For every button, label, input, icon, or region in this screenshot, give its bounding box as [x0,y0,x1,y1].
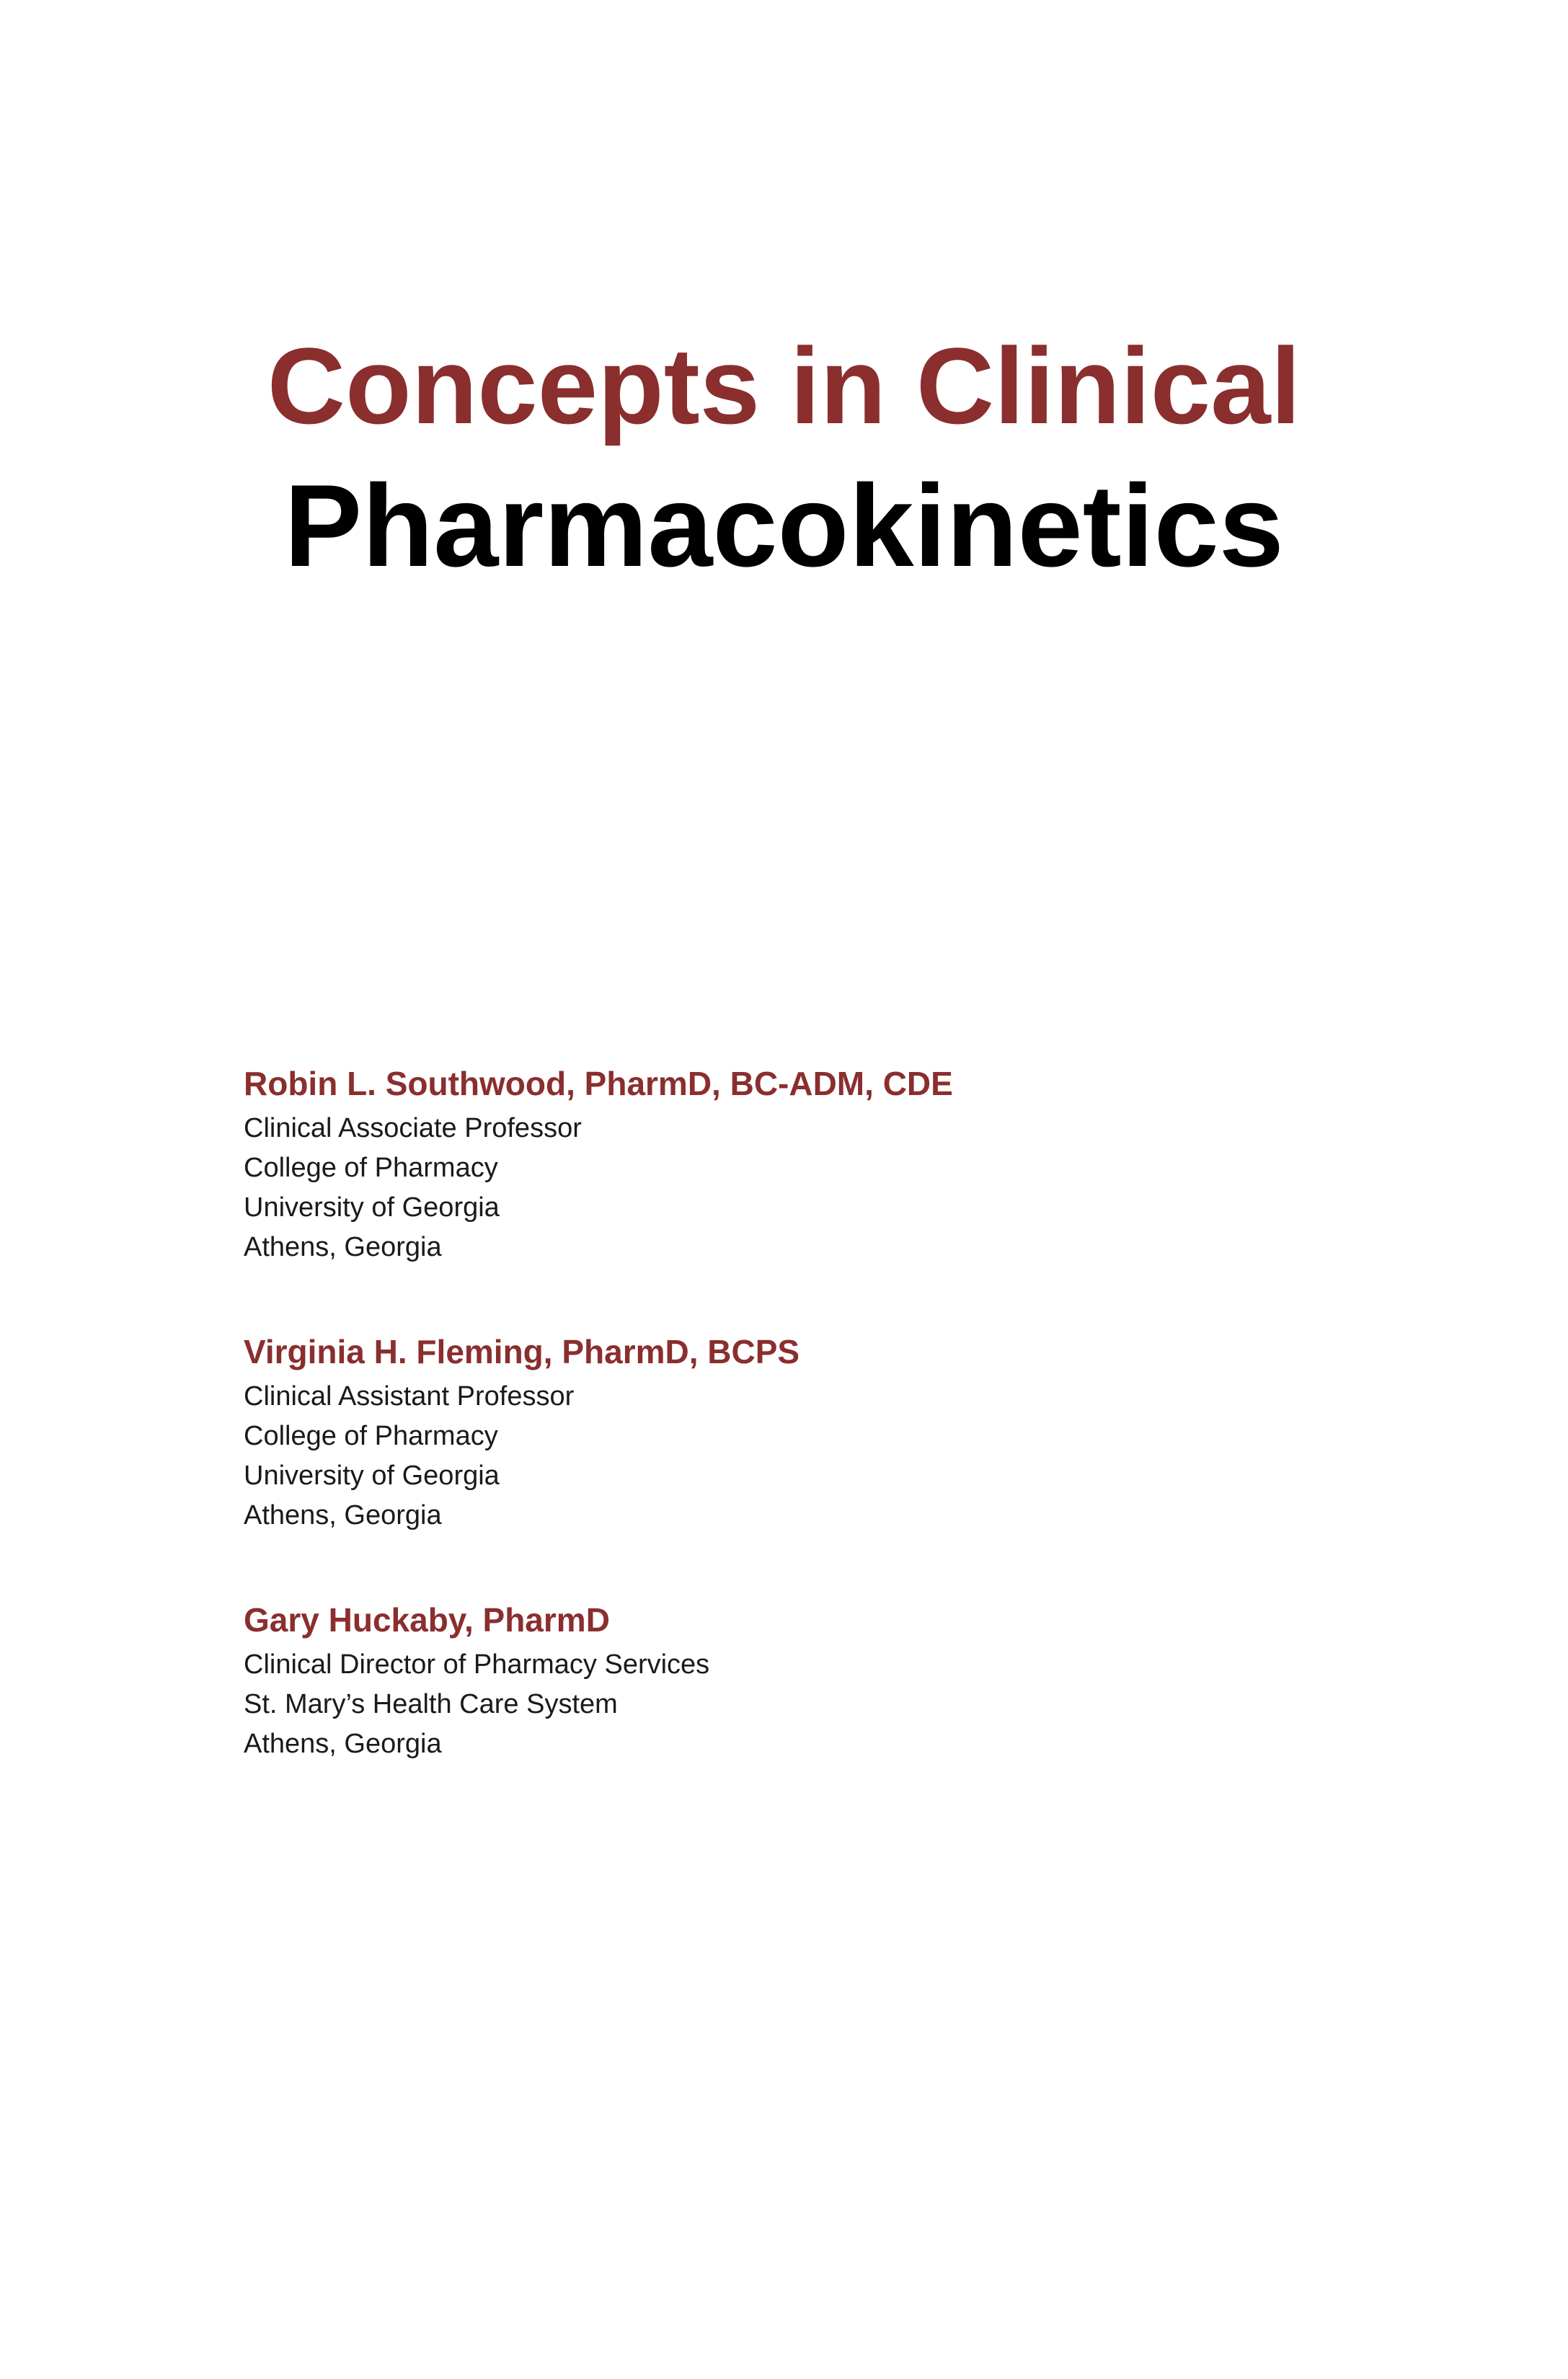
book-title [0,317,1568,598]
author-location: Athens, Georgia [244,1500,442,1530]
author-institution: University of Georgia [244,1461,500,1491]
author-title: Clinical Associate Professor [244,1113,582,1143]
author-title: Clinical Director of Pharmacy Services [244,1649,710,1680]
author-location: Athens, Georgia [244,1729,442,1759]
author-name: Gary Huckaby, PharmD [244,1601,610,1639]
book-title-line-1: Concepts in Clinical [267,325,1301,446]
author-entry [244,1595,1397,1764]
author-institution: University of Georgia [244,1192,500,1223]
author-institution: St. Mary’s Health Care System [244,1689,618,1719]
author-entry [244,1326,1397,1536]
author-department: College of Pharmacy [244,1421,498,1451]
author-entry [244,1058,1397,1267]
author-title: Clinical Assistant Professor [244,1381,575,1412]
author-name: Robin L. Southwood, PharmD, BC-ADM, CDE [244,1065,953,1102]
author-name: Virginia H. Fleming, PharmD, BCPS [244,1333,800,1370]
author-department: College of Pharmacy [244,1153,498,1183]
author-list [244,1058,1397,1823]
author-location: Athens, Georgia [244,1232,442,1262]
book-title-line-2: Pharmacokinetics [284,461,1284,591]
